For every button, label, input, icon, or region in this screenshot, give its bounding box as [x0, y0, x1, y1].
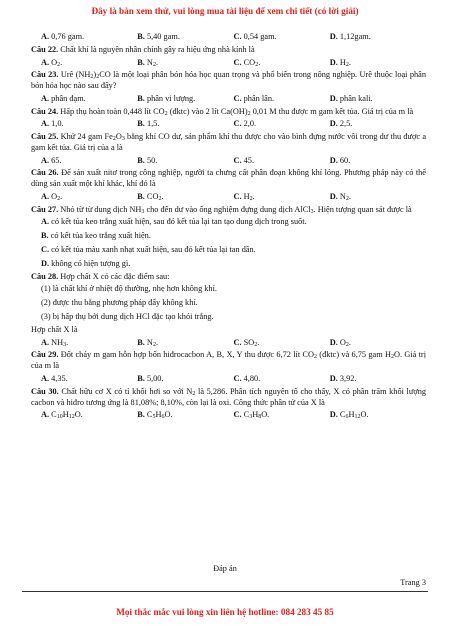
options-q29 [31, 372, 426, 386]
options-q21 [31, 30, 426, 44]
option-c: C. $SO_2$. [233, 337, 260, 348]
option-c: C. $H_2$. [233, 192, 255, 203]
question-23: Câu 23. Urê $(NH_2)_2CO$ là một loại phân bón hóa học quan trọng và phổ biến trong nông nghiệp. Urê thuộc loại phân bón hóa học nào sau đây? [31, 70, 426, 91]
answer-a: A. có kết tủa keo trắng xuất hiện, sau đó kết tủa lại tan tạo dung dịch trong suốt. [41, 217, 307, 227]
statement-2: (2) được thu bằng phương pháp đẩy không khí. [41, 298, 198, 308]
preview-banner: Đây là bản xem thử, vui lòng mua tài liệu để xem chi tiết (có lời giải) [91, 6, 359, 16]
option-d: D. $O_2$. [329, 337, 351, 348]
option-b: B. 5,40 gam. [137, 32, 180, 42]
option-a: A. 1,0. [41, 119, 64, 129]
options-q30 [31, 408, 426, 422]
option-d: D. 2,5. [329, 119, 353, 129]
option-d: D. phân kali. [329, 94, 373, 103]
option-b: B. $CO_2$. [137, 192, 164, 203]
question-26: Câu 26. Để sản xuất nitơ trong công nghiệp, người ta chưng cất phân đoạn không khí lỏng. Phương pháp này có thể dùng sản xuất một khí khác, khí đó là [31, 168, 426, 189]
option-a: A. 0,76 gam. [41, 32, 85, 42]
question-30: Câu 30. Chất hữu cơ X có tỉ khối hơi so với $N_2$ là 5,286. Phân tích nguyên tố cho thấy, X có phần trăm khối lượng cacbon và hiđro tương ứng là 81,08%; 8,10%, còn lại là oxi. Công thức phân tử của X là [31, 386, 427, 407]
page-number: Trang 3 [400, 578, 426, 587]
question-sheet [31, 30, 426, 422]
question-25: Câu 25. Khử 24 gam $Fe_2O_3$ bằng khí CO dư, sản phẩm khí thu được cho vào bình đựng nước vôi trong dư thu được a gam kết tủa. Giá trị của a là [31, 131, 426, 153]
options-q23 [31, 92, 426, 106]
options-q28 [31, 335, 426, 349]
option-c: C. 0,54 gam. [233, 32, 277, 42]
option-b: B. $N_2$. [137, 57, 159, 68]
question-28-tail: Hợp chất X là [31, 325, 78, 335]
option-b: B. $C_5H_6O$. [137, 410, 173, 421]
answer-d: D. không có hiện tượng gì. [41, 259, 131, 269]
options-q24 [31, 117, 426, 131]
option-d: D. $C_6H_{12}O$. [329, 410, 369, 421]
option-b: B. 50. [137, 155, 158, 165]
option-c: C. 45. [233, 155, 255, 165]
option-a: A. $NH_3$. [41, 337, 69, 348]
options-q26 [31, 190, 426, 204]
footer-divider [22, 591, 428, 592]
question-22: Câu 22. Chất khí là nguyên nhân chính gây ra hiệu ứng nhà kính là [31, 45, 255, 54]
option-d: D. 3,92. [329, 374, 357, 384]
options-q25 [31, 153, 426, 167]
answer-b: B. có kết tủa keo trắng xuất hiện. [41, 231, 151, 241]
option-a: A. $O_2$. [41, 192, 63, 203]
option-a: A. $C_{10}H_{12}O$. [41, 410, 83, 421]
option-b: B. 1,5. [137, 119, 160, 129]
option-c: C. $CO_2$. [233, 57, 261, 68]
option-d: D. $H_2$. [329, 57, 351, 68]
options-q22 [31, 55, 426, 69]
option-b: B. phân vi lượng. [137, 94, 196, 103]
option-d: D. $N_2$. [329, 192, 351, 203]
statement-3: (3) bị hấp thụ bởi dung dịch HCl đặc tạo khói trắng. [41, 312, 214, 322]
option-d: D. 1,12gam. [329, 32, 371, 42]
option-a: A. $O_2$. [41, 57, 63, 68]
option-a: A. 4,35. [41, 374, 68, 384]
option-c: C. $C_3H_8O$. [233, 410, 270, 421]
option-c: C. 2,0. [233, 119, 257, 129]
question-27: Câu 27. Nhỏ từ từ dung dịch $NH_3$ cho đến dư vào ống nghiệm đựng dung dịch AlCl$_3$. Hiện tượng quan sát được là [31, 204, 412, 215]
answer-c: C. có kết tủa màu xanh nhạt xuất hiện, sau đó kết tủa lại tan dần. [41, 245, 256, 255]
option-c: C. phân lân. [233, 94, 275, 103]
option-a: A. phân đạm. [41, 94, 86, 103]
question-29: Câu 29. Đốt cháy m gam hỗn hợp bốn hiđrocacbon A, B, X, Y thu được 6,72 lít $CO_2$ (đktc) và 6,75 gam $H_2O$. Giá trị của m là [31, 350, 426, 371]
question-28: Câu 28. Hợp chất X có các đặc điểm sau: [31, 271, 170, 281]
hotline-banner: Mọi thắc mắc vui lòng xin liên hệ hotline: 084 283 45 85 [116, 607, 334, 617]
option-c: C. 4,80. [233, 374, 261, 384]
option-b: B. $N_2$. [137, 337, 159, 348]
statement-1: (1) là chất khí ở nhiệt độ thường, nhẹ hơn không khí. [41, 284, 217, 294]
option-d: D. 60. [329, 155, 351, 165]
question-24: Câu 24. Hấp thụ hoàn toàn 0,448 lít $CO_2$ (đktc) vào 2 lít $Ca(OH)_2$ 0,01 M thu được m gam kết tủa. Giá trị của m là [31, 106, 414, 117]
option-b: B. 5,00. [137, 374, 164, 384]
option-a: A. 65. [41, 155, 62, 165]
answer-heading: Đáp án [213, 564, 237, 573]
